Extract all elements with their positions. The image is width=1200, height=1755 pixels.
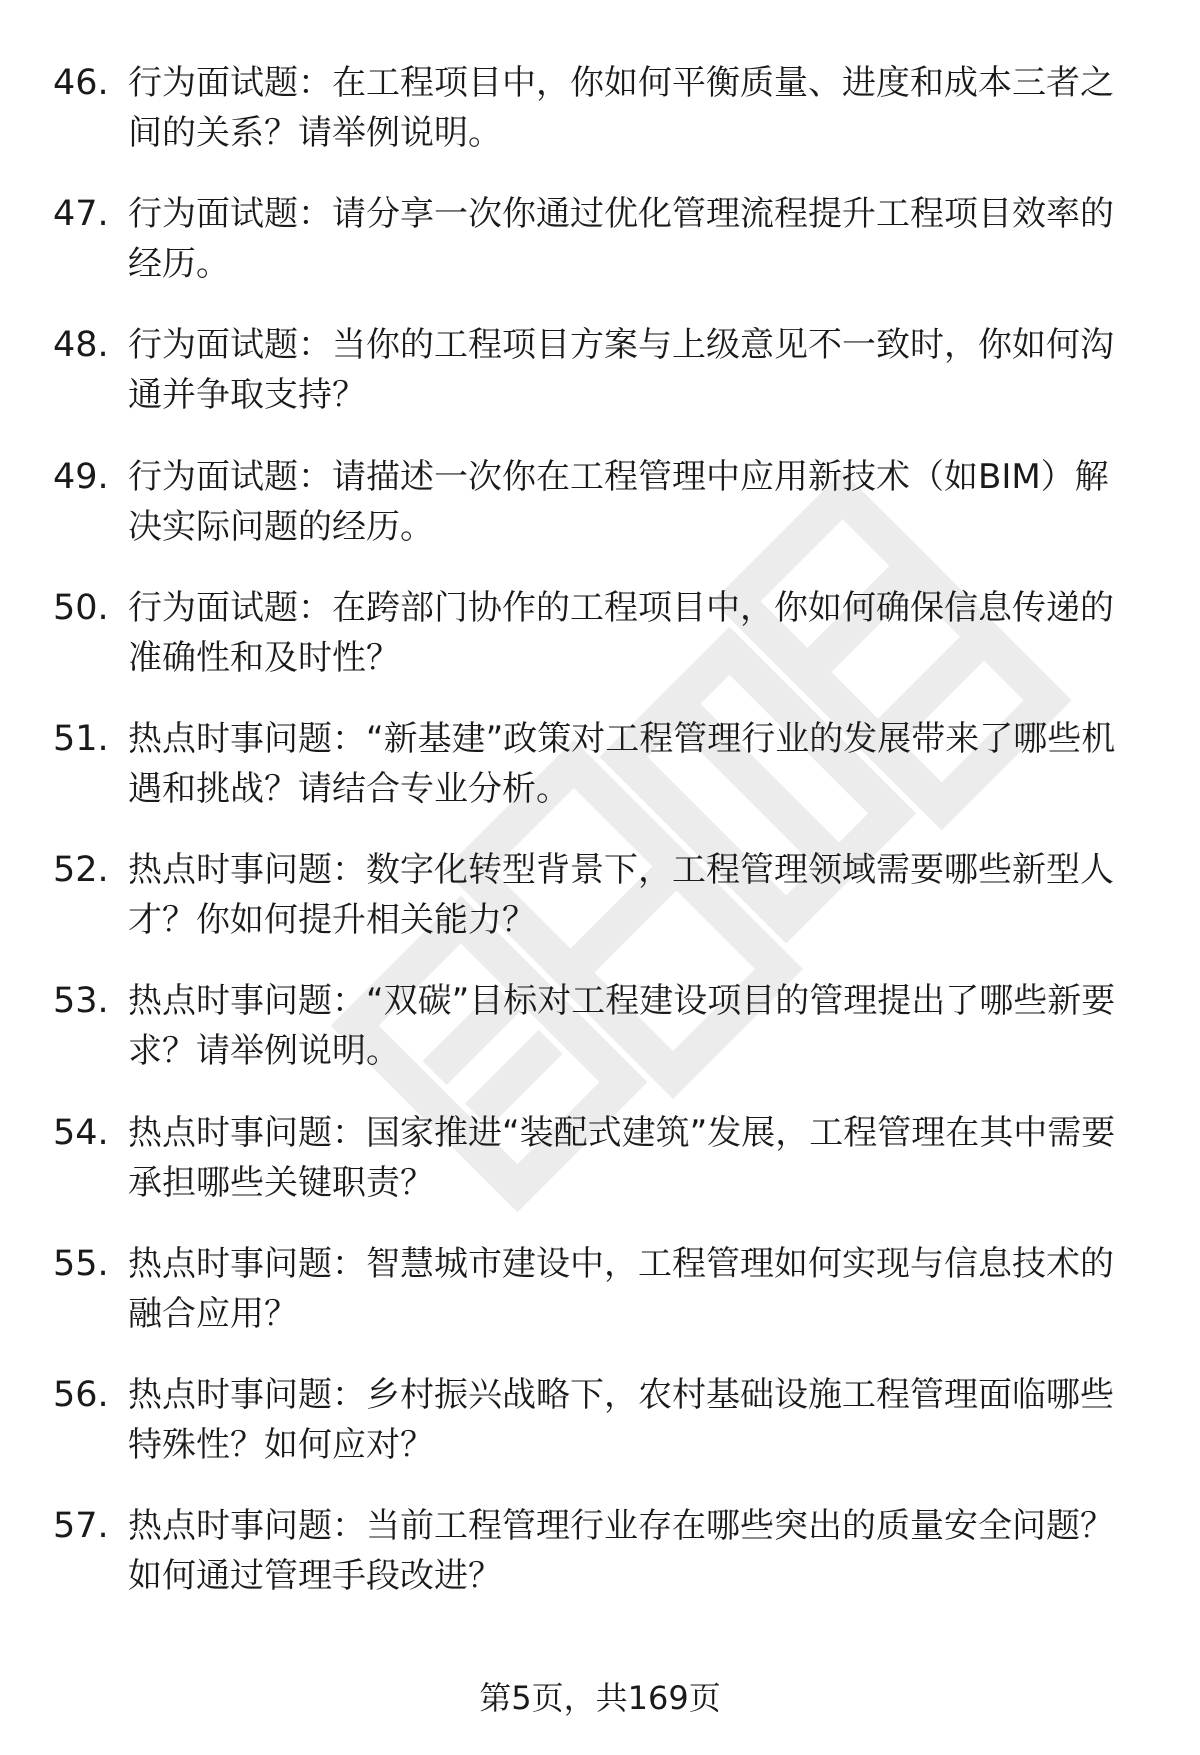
question-item [0,1108,1200,1239]
question-text: 热点时事问题：数字化转型背景下，工程管理领域需要哪些新型人才？你如何提升相关能力？ [128,850,1114,941]
question-number: 48. [53,325,109,366]
question-text: 热点时事问题：智慧城市建设中，工程管理如何实现与信息技术的融合应用？ [128,1243,1114,1334]
question-item [0,1501,1200,1632]
question-item [0,320,1200,451]
question-number: 54. [53,1112,109,1153]
question-text: 热点时事问题：当前工程管理行业存在哪些突出的质量安全问题？如何通过管理手段改进？ [128,1506,1114,1597]
question-item [0,714,1200,845]
question-text: 行为面试题：请分享一次你通过优化管理流程提升工程项目效率的经历。 [128,194,1114,285]
question-number: 53. [53,981,109,1022]
question-item [0,1370,1200,1501]
question-text: 热点时事问题：“双碳”目标对工程建设项目的管理提出了哪些新要求？请举例说明。 [128,981,1116,1072]
question-text: 行为面试题：在跨部门协作的工程项目中，你如何确保信息传递的准确性和及时性？ [128,587,1114,678]
question-number: 46. [53,63,109,103]
question-item [0,583,1200,714]
question-text: 行为面试题：请描述一次你在工程管理中应用新技术（如BIM）解决实际问题的经历。 [128,456,1109,547]
question-item [0,58,1200,189]
question-number: 50. [53,587,109,628]
question-text: 热点时事问题：乡村振兴战略下，农村基础设施工程管理面临哪些特殊性？如何应对？ [128,1374,1114,1465]
question-number: 55. [53,1243,109,1284]
question-item [0,845,1200,976]
page-footer: 第5页，共169页 [479,1679,721,1717]
question-text: 热点时事问题：“新基建”政策对工程管理行业的发展带来了哪些机遇和挑战？请结合专业分析。 [128,718,1116,809]
question-number: 49. [53,456,109,497]
question-list [0,58,1200,1632]
question-text: 行为面试题：在工程项目中，你如何平衡质量、进度和成本三者之间的关系？请举例说明。 [128,63,1114,153]
question-text: 热点时事问题：国家推进“装配式建筑”发展，工程管理在其中需要承担哪些关键职责？ [128,1112,1116,1203]
question-number: 51. [53,718,109,759]
question-number: 57. [53,1506,109,1547]
question-number: 47. [53,194,109,235]
question-number: 52. [53,850,109,891]
question-item [0,1239,1200,1370]
question-item [0,976,1200,1107]
question-item [0,189,1200,320]
question-text: 行为面试题：当你的工程项目方案与上级意见不一致时，你如何沟通并争取支持？ [128,325,1114,416]
question-number: 56. [53,1374,109,1415]
question-item [0,452,1200,583]
